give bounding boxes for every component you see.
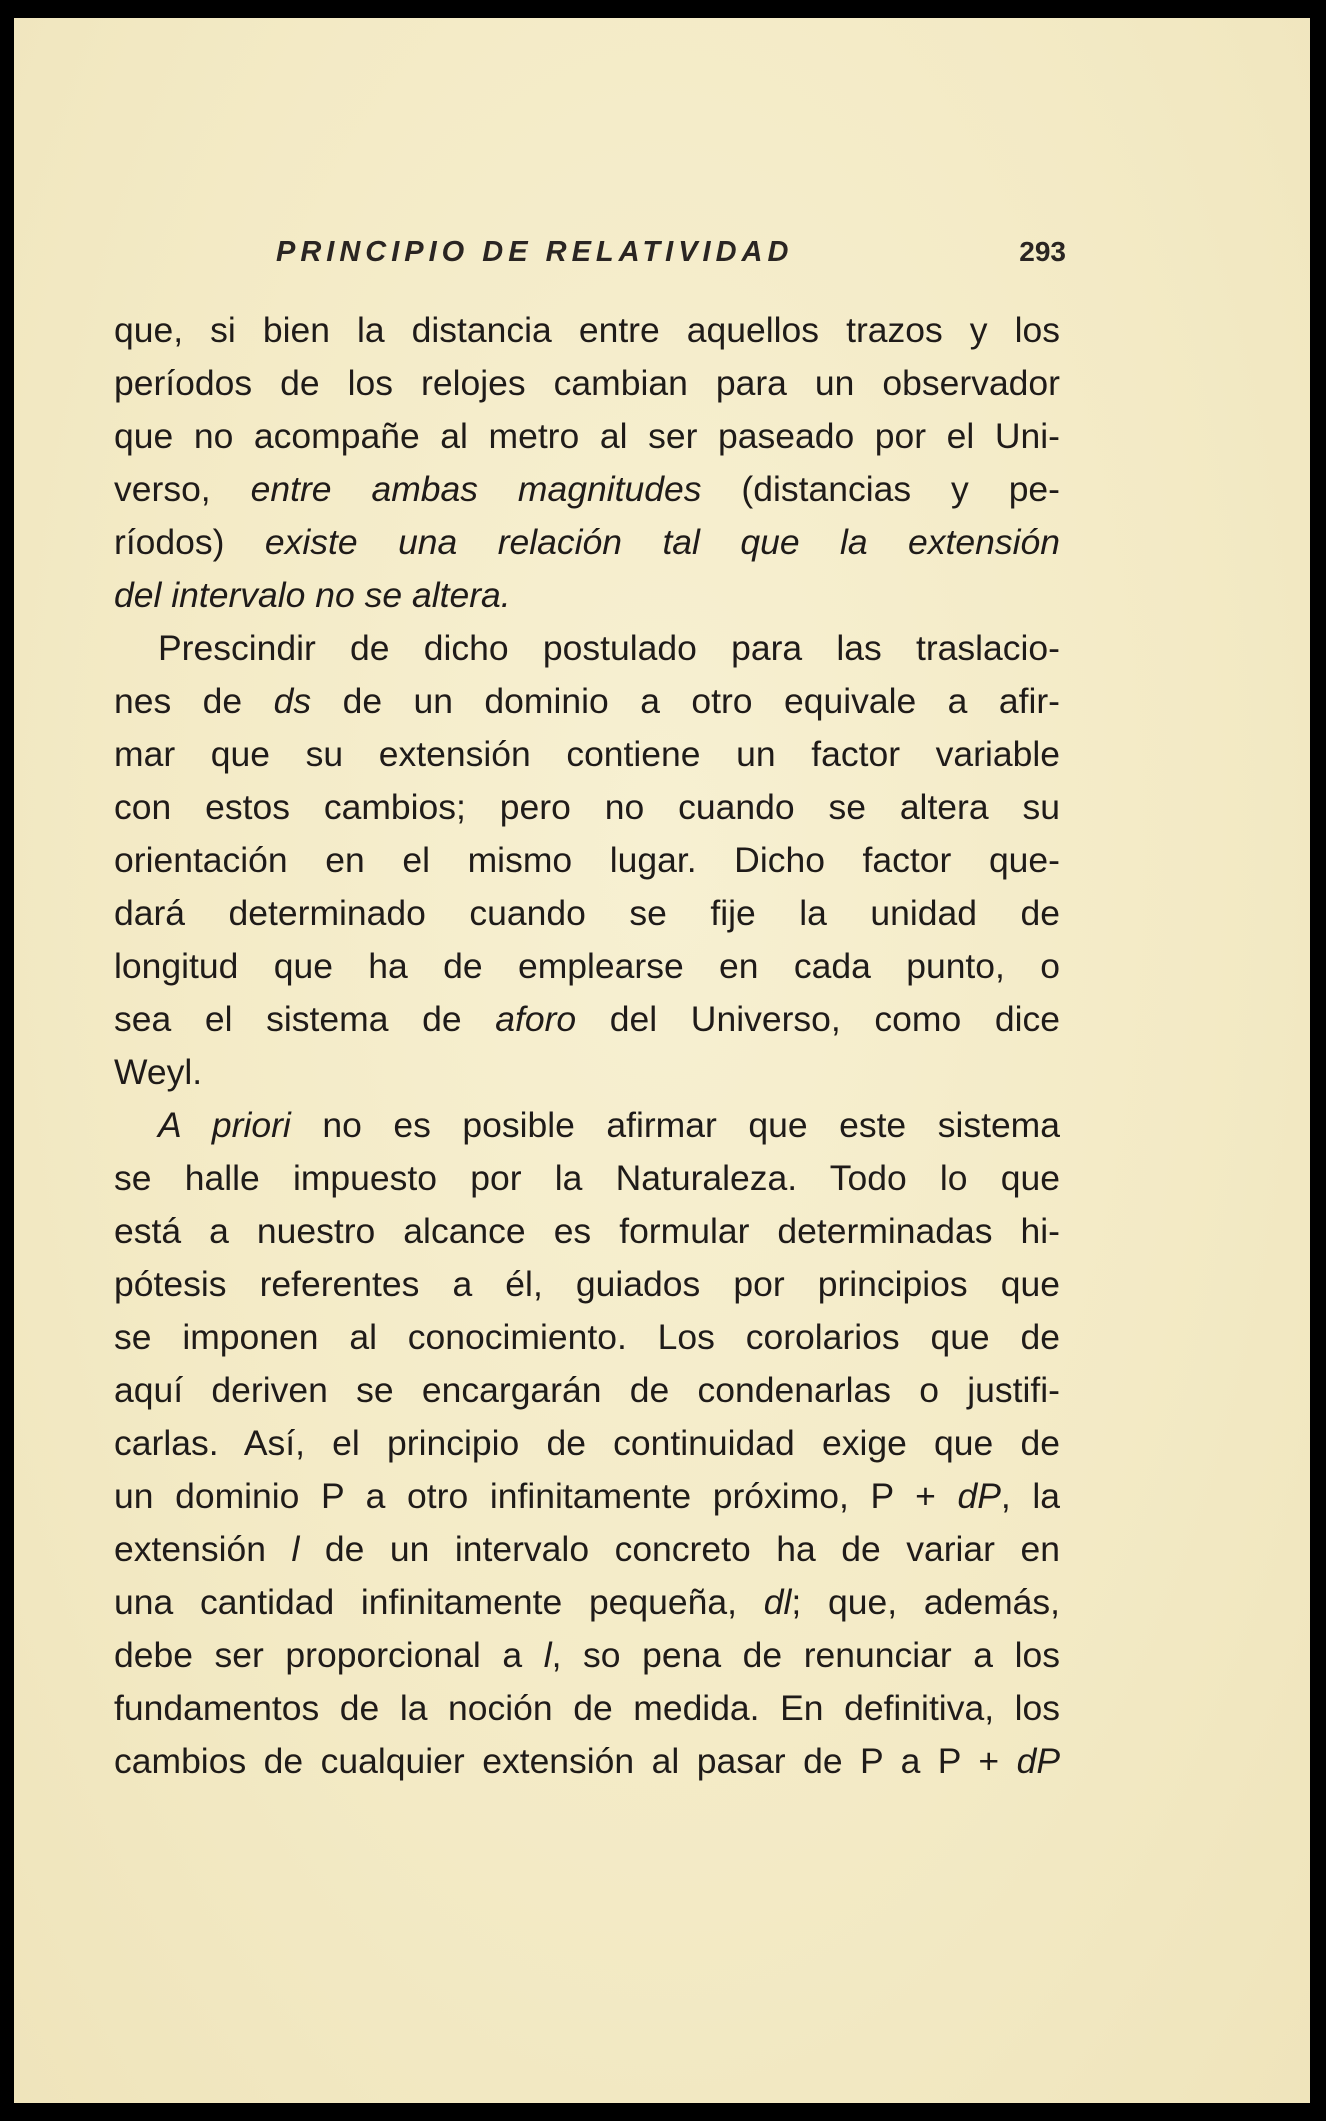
text-run: una cantidad infinitamente pequeña, [114, 1582, 738, 1622]
text-run: , la [1000, 1476, 1060, 1516]
text-line [114, 1470, 1060, 1523]
text-line [114, 1099, 1060, 1152]
text-run: extensión [114, 1529, 266, 1569]
text-run: verso, [114, 469, 211, 509]
text-run: ; que, además, [791, 1582, 1060, 1622]
text-line: está a nuestro alcance es formular determinadas hi- [114, 1211, 1060, 1251]
text-line [114, 1523, 1060, 1576]
body-text [114, 304, 1060, 1788]
text-run: debe ser proporcional a [114, 1635, 523, 1675]
text-line: del intervalo no se altera. [114, 575, 511, 615]
text-line: orientación en el mismo lugar. Dicho factor que- [114, 840, 1060, 880]
math-symbol: l [543, 1635, 552, 1675]
text-run: cambios de cualquier extensión al pasar de P a P + [114, 1741, 1000, 1781]
text-line: fundamentos de la noción de medida. En definitiva, los [114, 1688, 1060, 1728]
text-line: con estos cambios; pero no cuando se altera su [114, 787, 1060, 827]
emphasis: existe una relación tal que la extensión [264, 522, 1060, 562]
text-line [114, 1629, 1060, 1682]
text-run: un dominio P a otro infinitamente próximo, P + [114, 1476, 936, 1516]
text-line: períodos de los relojes cambian para un observador [114, 363, 1060, 403]
page-number: 293 [1019, 236, 1066, 267]
text-line: mar que su extensión contiene un factor variable [114, 734, 1060, 774]
text-line: se halle impuesto por la Naturaleza. Todo lo que [114, 1158, 1060, 1198]
text-line: pótesis referentes a él, guiados por principios que [114, 1264, 1060, 1304]
text-line: dará determinado cuando se fije la unidad de [114, 893, 1060, 933]
text-line [114, 993, 1060, 1046]
text-line: Prescindir de dicho postulado para las traslacio- [158, 628, 1060, 668]
text-run: no es posible afirmar que este sistema [322, 1105, 1061, 1145]
text-run: nes de [114, 681, 243, 721]
text-run: del Universo, como dice [609, 999, 1060, 1039]
text-run: ríodos) [114, 522, 225, 562]
text-line: se imponen al conocimiento. Los corolarios que de [114, 1317, 1060, 1357]
text-line [114, 675, 1060, 728]
book-page [14, 18, 1310, 2103]
page-header [276, 236, 1066, 280]
text-line [114, 516, 1060, 569]
text-run: de un dominio a otro equivale a afir- [342, 681, 1060, 721]
math-symbol: l [291, 1529, 300, 1569]
emphasis: entre ambas magnitudes [250, 469, 702, 509]
running-head: PRINCIPIO DE RELATIVIDAD [276, 236, 794, 268]
text-run: sea el sistema de [114, 999, 462, 1039]
math-symbol: dP [1016, 1741, 1060, 1781]
text-run: , so pena de renunciar a los [551, 1635, 1060, 1675]
text-run: de un intervalo concreto ha de variar en [324, 1529, 1060, 1569]
emphasis: A priori [158, 1105, 291, 1145]
text-line: aquí deriven se encargarán de condenarlas o justifi- [114, 1370, 1060, 1410]
emphasis: aforo [495, 999, 577, 1039]
text-run: (distancias y pe- [741, 469, 1060, 509]
math-symbol: ds [273, 681, 312, 721]
text-line [114, 1576, 1060, 1629]
text-line [114, 1735, 1060, 1788]
text-line: Weyl. [114, 1052, 203, 1092]
text-line [114, 463, 1060, 516]
text-line: longitud que ha de emplearse en cada punto, o [114, 946, 1060, 986]
text-line: que no acompañe al metro al ser paseado por el Uni- [114, 416, 1060, 456]
math-symbol: dl [763, 1582, 792, 1622]
text-line: que, si bien la distancia entre aquellos trazos y los [114, 310, 1060, 350]
math-symbol: dP [957, 1476, 1001, 1516]
text-line: carlas. Así, el principio de continuidad exige que de [114, 1423, 1060, 1463]
